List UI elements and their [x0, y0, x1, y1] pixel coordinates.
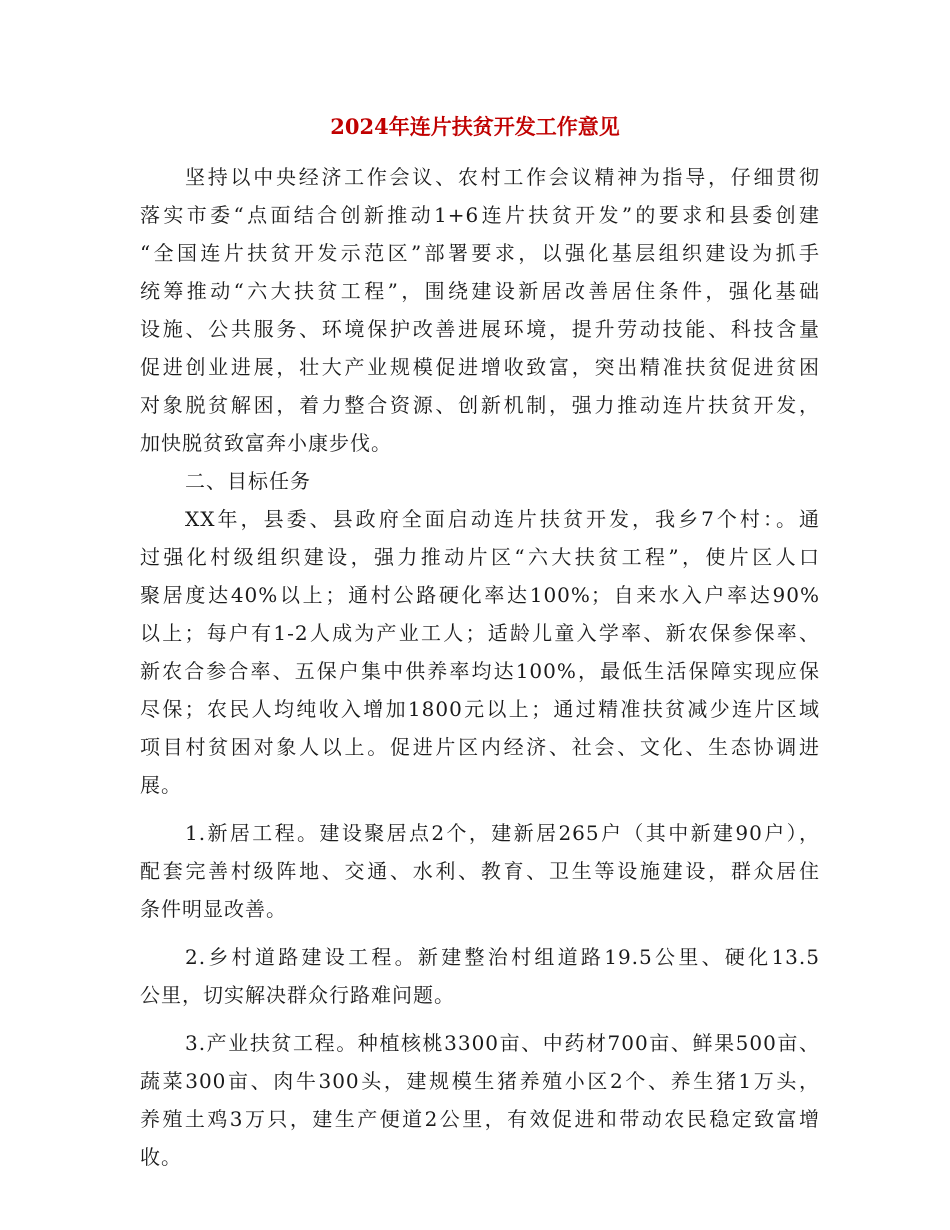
text-line: 促进创业进展，壮大产业规模促进增收致富，突出精准扶贫促进贫困 [140, 355, 820, 379]
text-line: 养殖土鸡3万只，建生产便道2公里，有效促进和带动农民稳定致富增 [140, 1107, 820, 1131]
text-line: 公里，切实解决群众行路难问题。 [140, 983, 455, 1007]
text-line: 设施、公共服务、环境保护改善进展环境，提升劳动技能、科技含量 [140, 317, 820, 341]
text-line: 新农合参合率、五保户集中供养率均达100%，最低生活保障实现应保 [140, 659, 820, 683]
text-line: 统筹推动“六大扶贫工程”，围绕建设新居改善居住条件，强化基础 [140, 279, 820, 303]
text-line: 坚持以中央经济工作会议、农村工作会议精神为指导，仔细贯彻 [185, 165, 820, 189]
list-item-line: 1.新居工程。建设聚居点2个，建新居265户（其中新建90户）， [185, 821, 820, 845]
document-title: 2024年连片扶贫开发工作意见 [330, 114, 620, 139]
text-line: 收。 [140, 1145, 182, 1169]
text-line: 配套完善村级阵地、交通、水利、教育、卫生等设施建设，群众居住 [140, 859, 820, 883]
list-item-line: 2.乡村道路建设工程。新建整治村组道路19.5公里、硬化13.5 [185, 945, 820, 969]
text-line: 尽保；农民人均纯收入增加1800元以上；通过精准扶贫减少连片区域 [140, 697, 820, 721]
list-item-line: 3.产业扶贫工程。种植核桃3300亩、中药材700亩、鲜果500亩、 [185, 1031, 820, 1055]
text-line: 展。 [140, 773, 182, 797]
text-line: 聚居度达40%以上；通村公路硬化率达100%；自来水入户率达90% [140, 583, 820, 607]
text-line: 对象脱贫解困，着力整合资源、创新机制，强力推动连片扶贫开发， [140, 393, 820, 417]
text-line: 以上；每户有1-2人成为产业工人；适龄儿童入学率、新农保参保率、 [140, 621, 820, 645]
text-line: 落实市委“点面结合创新推动1+6连片扶贫开发”的要求和县委创建 [140, 203, 820, 227]
text-line: 过强化村级组织建设，强力推动片区“六大扶贫工程”，使片区人口 [140, 545, 820, 569]
text-line: XX年，县委、县政府全面启动连片扶贫开发，我乡7个村：。通 [185, 507, 820, 531]
text-line: “全国连片扶贫开发示范区”部署要求，以强化基层组织建设为抓手 [140, 241, 820, 265]
text-line: 加快脱贫致富奔小康步伐。 [140, 431, 392, 455]
text-line: 项目村贫困对象人以上。促进片区内经济、社会、文化、生态协调进 [140, 735, 820, 759]
text-line: 蔬菜300亩、肉牛300头，建规模生猪养殖小区2个、养生猪1万头， [140, 1069, 820, 1093]
section-heading: 二、目标任务 [185, 469, 311, 493]
text-line: 条件明显改善。 [140, 897, 287, 921]
